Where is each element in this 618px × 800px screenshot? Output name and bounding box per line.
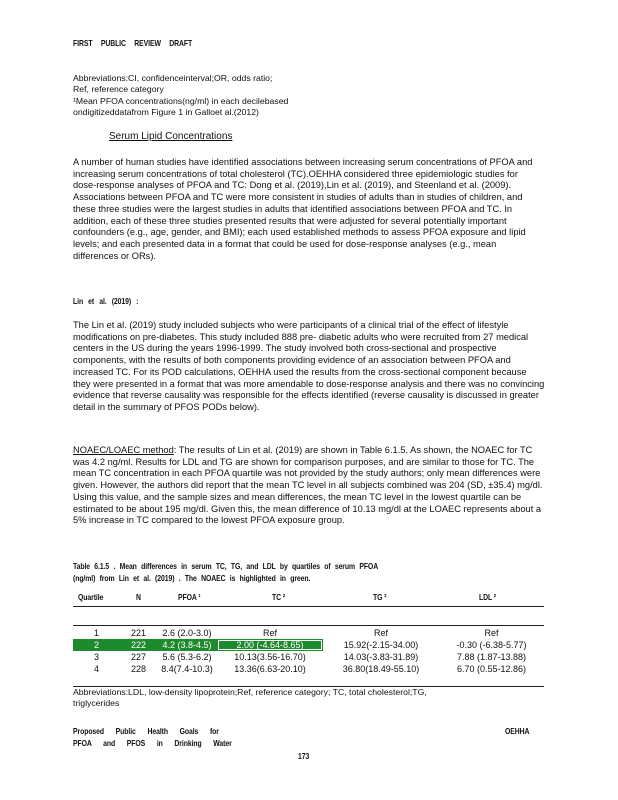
table-top-rule bbox=[73, 625, 544, 626]
paragraph-intro: A number of human studies have identified associations between increasing serum concentrations of PFOA and increasing serum concentrations of total cholesterol (TC).OEHHA considered three epidemiologic studies for dose-response analyses of PFOA and TC: Dong et al. (2019),Lin et al. (2019), and Steenland et al. (2009). Associations between PFOA and TC were more consistent in studies of adults than in studies of children, and these three studies were the largest studies in adults that identified associations between PFOA and TC. In addition, each of these three studies presented results that were adjusted for several potentially important confounders (e.g., age, gender, and BMI); each used established methods to assess PFOA exposure and lipid levels; and each presented data in a format that could be used for dose-response analyses (e.g., mean differences or ORs). bbox=[73, 157, 533, 261]
study-heading: Lin et al. (2019) : bbox=[73, 296, 139, 306]
note-line: Abbreviations:CI, confidenceinterval;OR, odds ratio; bbox=[73, 73, 273, 83]
cell-pfoa: 2.6 (2.0-3.0) bbox=[162, 628, 212, 638]
paragraph-noaec bbox=[73, 445, 543, 527]
cell-ldl: -0.30 (-6.38-5.77) bbox=[439, 639, 544, 651]
footer-agency: OEHHA bbox=[505, 726, 530, 736]
method-text: : The results of Lin et al. (2019) are shown in Table 6.1.5. As shown, the NOAEC for TC was 4.2 ng/ml. Results for LDL and TG are shown for comparison purposes, and are similar to those for TC. The mean TC concentration in each PFOA quartile was not provided by the study authors; only mean differences were given. However, the authors did report that the mean TC level in all subjects combined was 204 (SD, ±35.4) mg/dl. Using this value, and the sample sizes and mean differences, the mean TC level in the lowest quartile can be estimated to be about 195 mg/dl. Given this, the mean difference of 10.13 mg/dl at the LOAEC represents about a 5% increase in TC compared to the lowest PFOA exposure group. bbox=[73, 445, 543, 526]
cell-tg: Ref bbox=[373, 628, 388, 638]
caption-line: Table 6.1.5 . Mean differences in serum TC, TG, and LDL by quartiles of serum PFOA bbox=[73, 561, 379, 571]
cell-quartile: 3 bbox=[93, 652, 99, 662]
cell-ldl: 7.88 (1.87-13.88) bbox=[456, 652, 527, 662]
table-header-ldl: LDL ² bbox=[479, 592, 497, 602]
cell-n: 228 bbox=[130, 664, 147, 674]
section-title: Serum Lipid Concentrations bbox=[109, 131, 233, 142]
note-line: Ref, reference category bbox=[73, 84, 164, 95]
footer-title-line: PFOA and PFOS in Drinking Water bbox=[73, 738, 232, 748]
table-row bbox=[73, 651, 544, 663]
cell-ldl: 6.70 (0.55-12.86) bbox=[456, 664, 527, 674]
cell-pfoa: 5.6 (5.3-6.2) bbox=[162, 652, 212, 662]
cell-n: 221 bbox=[130, 628, 147, 638]
cell-tc: 10.13(3.56-16.70) bbox=[234, 652, 306, 662]
cell-tc: 2.00 (-4.64-8.65) bbox=[217, 639, 323, 651]
table-header-tg: TG ² bbox=[373, 592, 387, 602]
cell-pfoa: 4.2 (3.8-4.5) bbox=[157, 639, 217, 651]
footnote-line: Abbreviations:LDL, low-density lipoprotein;Ref, reference category; TC, total cholesterol;TG, bbox=[73, 687, 427, 697]
table-header-pfoa: PFOA ¹ bbox=[178, 592, 201, 602]
cell-quartile: 1 bbox=[93, 628, 99, 638]
paragraph-study: The Lin et al. (2019) study included subjects who were participants of a clinical trial of the effect of lifestyle modifications on pre-diabetes. This study included 888 pre- diabetic adults who were recruited from 27 medical centers in the US during the years 1996-1999. The study involved both cross-sectional and prospective components, with the results of both components providing evidence of an association between PFOA and increased TC. For its POD calculations, OEHHA used the results from the cross-sectional component because they were presented in a format that was more amendable to dose-response analysis and there was no convincing evidence that reverse causality was responsible for the effects identified (reverse causality is discussed in greater detail in the summary of PFOS PODs below). bbox=[73, 320, 545, 412]
cell-tg: 14.03(-3.83-31.89) bbox=[343, 652, 419, 662]
cell-quartile: 4 bbox=[93, 664, 99, 674]
cell-ldl: Ref bbox=[484, 628, 499, 638]
caption-line: (ng/ml) from Lin et al. (2019) . The NOAEC is highlighted in green. bbox=[73, 573, 311, 583]
cell-quartile: 2 bbox=[73, 639, 120, 651]
table-header-quartile: Quartile bbox=[78, 592, 104, 602]
footer-title-line: Proposed Public Health Goals for bbox=[73, 726, 219, 736]
table-header-tc: TC ² bbox=[272, 592, 286, 602]
cell-n: 227 bbox=[130, 652, 147, 662]
page-number: 173 bbox=[298, 751, 310, 761]
footer-title bbox=[73, 726, 232, 748]
table-row-noaec-highlighted bbox=[73, 639, 544, 651]
table-caption bbox=[73, 561, 378, 583]
note-line: ondigitizeddatafrom Figure 1 in Galloet al.(2012) bbox=[73, 106, 259, 117]
previous-table-notes bbox=[73, 73, 373, 118]
cell-tc: 13.36(6.63-20.10) bbox=[234, 664, 306, 674]
draft-header: FIRST PUBLIC REVIEW DRAFT bbox=[73, 38, 193, 48]
cell-tg: 36.80(18.49-55.10) bbox=[342, 664, 420, 674]
table-header-rule bbox=[73, 606, 544, 607]
method-label: NOAEC/LOAEC method bbox=[73, 445, 174, 455]
table-row bbox=[73, 627, 544, 639]
note-line: ¹Mean PFOA concentrations(ng/ml) in each decilebased bbox=[73, 95, 289, 106]
table-header-n: N bbox=[136, 592, 141, 602]
table-footnote bbox=[73, 687, 544, 710]
cell-pfoa: 8.4(7.4-10.3) bbox=[161, 664, 213, 674]
cell-tc: Ref bbox=[262, 628, 277, 638]
footnote-line: triglycerides bbox=[73, 698, 120, 709]
cell-n: 222 bbox=[120, 639, 157, 651]
results-table bbox=[73, 627, 544, 675]
cell-tg: 15.92(-2.15-34.00) bbox=[323, 639, 439, 651]
table-row bbox=[73, 663, 544, 675]
